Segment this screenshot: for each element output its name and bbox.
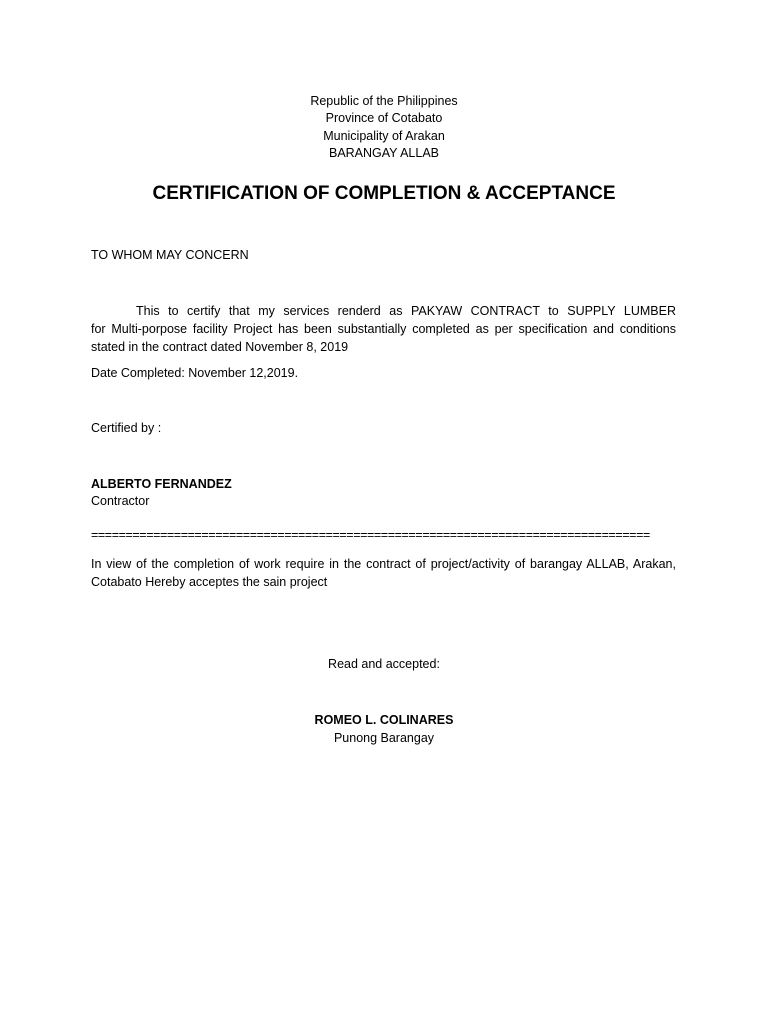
contractor-role: Contractor [91,494,150,508]
acceptance-line-1: In view of the completion of work require in the contract of project/activity of barangay ALLAB, Arakan, [91,557,676,571]
salutation: TO WHOM MAY CONCERN [91,248,249,262]
acceptance-paragraph [91,555,676,591]
certified-by-label: Certified by : [91,421,162,435]
section-divider: ================================================================================= [91,528,650,542]
contractor-name: ALBERTO FERNANDEZ [91,477,232,491]
certification-line-2: for Multi-porpose facility Project has been substantially completed as per specification and conditions [91,322,676,336]
document-title: CERTIFICATION OF COMPLETION & ACCEPTANCE [152,183,616,204]
certification-line-1: This to certify that my services renderd as PAKYAW CONTRACT to SUPPLY LUMBER [136,304,676,318]
header-republic: Republic of the Philippines [310,94,458,108]
date-completed: Date Completed: November 12,2019. [91,366,299,380]
read-and-accepted-label: Read and accepted: [328,657,440,671]
certification-line-3: stated in the contract dated November 8, 2019 [91,340,349,354]
punong-barangay-role: Punong Barangay [333,731,435,745]
header-province: Province of Cotabato [325,111,443,125]
punong-barangay-name: ROMEO L. COLINARES [314,713,454,727]
header-municipality: Municipality of Arakan [323,129,445,143]
header-barangay: BARANGAY ALLAB [328,146,439,160]
certification-paragraph [91,302,676,356]
acceptance-line-2: Cotabato Hereby acceptes the sain project [91,575,328,589]
